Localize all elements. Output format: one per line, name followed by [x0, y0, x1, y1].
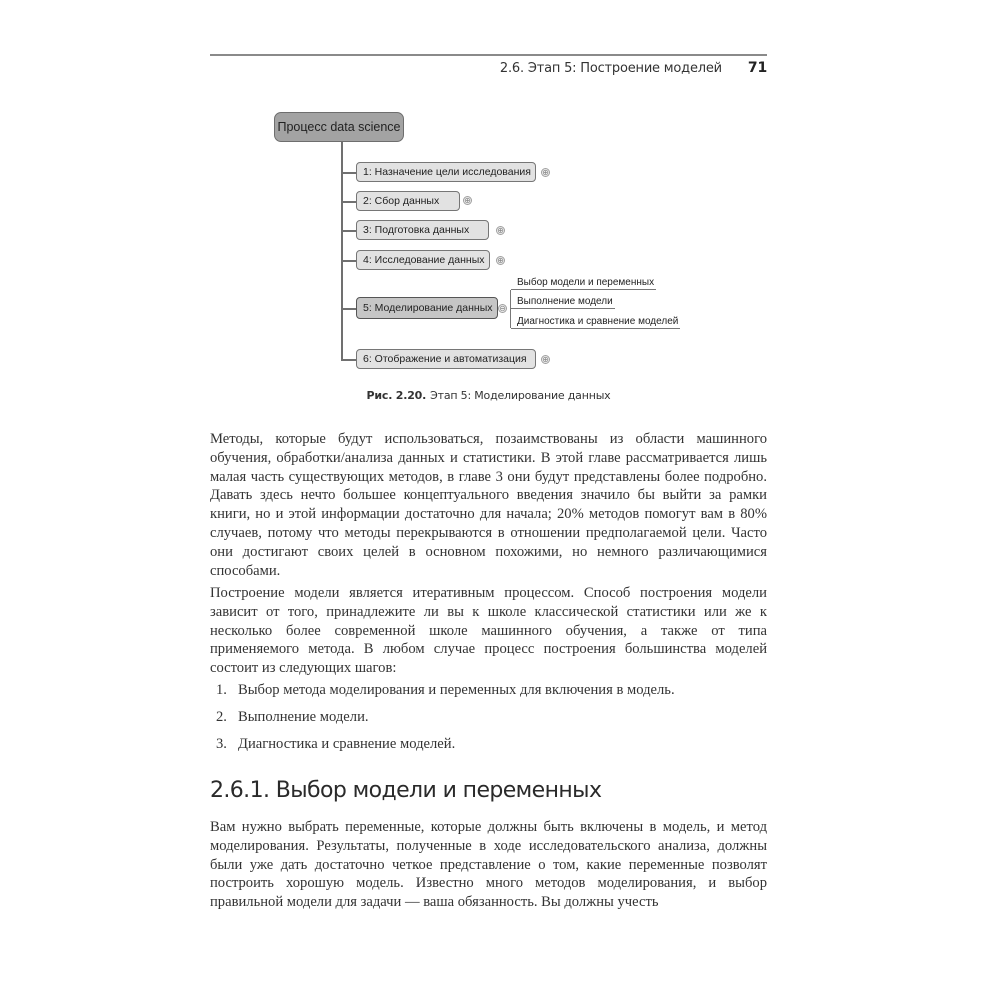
list-item-text: Выполнение модели.: [238, 709, 369, 725]
mindmap-node-label: 3: Подготовка данных: [363, 224, 470, 236]
mindmap-subtopic-2: Выполнение модели: [511, 296, 615, 309]
figure-caption-text: Этап 5: Моделирование данных: [430, 389, 611, 402]
mindmap-node-2: [356, 191, 460, 211]
mindmap-branch-line: [341, 359, 356, 361]
mindmap-node-label: 5: Моделирование данных: [363, 302, 493, 314]
figure-caption: [210, 389, 767, 402]
expand-icon: ⊕: [542, 168, 549, 177]
running-head-section: 2.6. Этап 5: Построение моделей: [499, 61, 722, 76]
body-paragraph-2: Построение модели является итеративным процессом. Способ построения модели зависит от того, принадлежите ли вы к школе классической статистики или же к несколько более современной школе машинного обучения, а также от типа применяемого метода. В любом случае процесс построения большинства моделей состоит из следующих шагов:: [210, 585, 767, 677]
collapse-icon: ⊖: [499, 304, 506, 313]
mindmap-branch-line: [341, 260, 356, 262]
mindmap-figure: [210, 100, 767, 380]
mindmap-node-label: 2: Сбор данных: [363, 195, 440, 207]
figure-caption-label: Рис. 2.20.: [366, 389, 427, 402]
body-paragraph-1: Методы, которые будут использоваться, позаимствованы из области машинного обучения, обработки/анализа данных и статистики. В этой главе рассматривается лишь малая часть существующих методов, в главе 3 они будут представлены более подробно. Давать здесь нечто большее концептуального введения значило бы выйти за рамки книги, но и этой информации достаточно для начала; 20% методов помогут вам в 80% случаев, потому что методы перекрываются в отношении предполагаемой цели. Часто они достигают своих целей в основном похожими, но немного различающимися способами.: [210, 431, 767, 579]
page-number: 71: [747, 60, 767, 76]
expand-icon: ⊕: [542, 355, 549, 364]
list-item-number: 3.: [216, 736, 227, 752]
list-item: [216, 682, 675, 709]
section-heading: 2.6.1. Выбор модели и переменных: [210, 778, 602, 803]
mindmap-root-node: Процесс data science: [274, 112, 404, 142]
body-paragraph-3: Вам нужно выбрать переменные, которые должны быть включены в модель, и метод моделирования. Результаты, полученные в ходе исследовательского анализа, должны были уже дать достаточно четкое представление о том, какие переменные позволят построить хорошую модель. Известно много методов моделирования, и выбор правильной модели для задачи — ваша обязанность. Вы должны учесть: [210, 819, 767, 911]
expand-icon: ⊕: [497, 256, 504, 265]
expand-icon: ⊕: [464, 196, 471, 205]
mindmap-branch-line: [341, 172, 356, 174]
mindmap-node-5: [356, 297, 498, 319]
header-rule: [210, 54, 767, 56]
list-item-text: Выбор метода моделирования и переменных для включения в модель.: [238, 682, 675, 698]
list-item: [216, 709, 675, 736]
list-item-text: Диагностика и сравнение моделей.: [238, 736, 456, 752]
list-item-number: 1.: [216, 682, 227, 698]
book-page: [210, 0, 767, 1000]
mindmap-node-4: [356, 250, 490, 270]
mindmap-branch-line: [341, 201, 356, 203]
mindmap-trunk-line: [341, 142, 343, 360]
mindmap-node-label: 4: Исследование данных: [363, 254, 485, 266]
model-steps-list: [216, 682, 675, 763]
mindmap-branch-line: [341, 230, 356, 232]
list-item-number: 2.: [216, 709, 227, 725]
mindmap-node-1: [356, 162, 536, 182]
mindmap-node-6: [356, 349, 536, 369]
expand-icon: ⊕: [497, 226, 504, 235]
mindmap-subtopic-3: Диагностика и сравнение моделей: [511, 316, 680, 329]
mindmap-node-label: 6: Отображение и автоматизация: [363, 353, 527, 365]
mindmap-subtopic-1: Выбор модели и переменных: [511, 277, 656, 290]
mindmap-node-3: [356, 220, 489, 240]
mindmap-branch-line: [341, 308, 356, 310]
running-head: [500, 60, 767, 76]
mindmap-node-label: 1: Назначение цели исследования: [363, 166, 531, 178]
list-item: [216, 736, 675, 763]
